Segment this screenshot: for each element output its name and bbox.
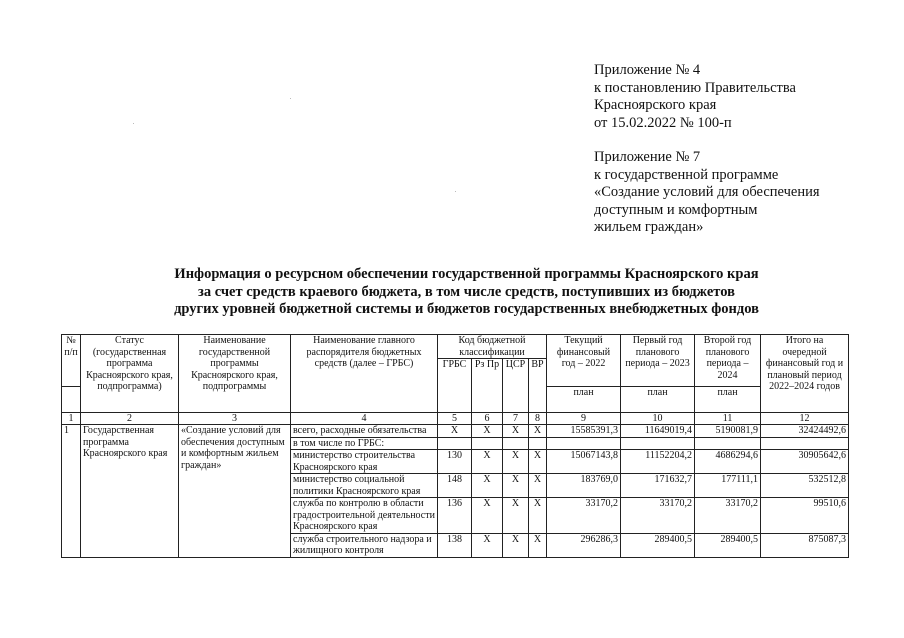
row-value-2023: 11649019,4 <box>621 425 695 438</box>
column-number-row <box>62 413 849 425</box>
row-value-2024: 4686294,6 <box>695 450 761 474</box>
row-value-total: 32424492,6 <box>761 425 849 438</box>
row-value-total: 30905642,6 <box>761 450 849 474</box>
row-value-2022: 15067143,8 <box>547 450 621 474</box>
row-rzpr: Х <box>472 450 503 474</box>
row-grbs-code: 138 <box>438 533 472 557</box>
row-grbs-code: 136 <box>438 498 472 534</box>
header-row <box>62 335 849 359</box>
row-value-2024: 33170,2 <box>695 498 761 534</box>
header-num-blank <box>62 387 81 413</box>
appendix-7-program-line1: «Создание условий для обеспечения <box>594 184 820 200</box>
col-number: 2 <box>81 413 179 425</box>
row-value-2024: 5190081,9 <box>695 425 761 438</box>
row-value-2023: 11152204,2 <box>621 450 695 474</box>
header-plan-2023: план <box>621 387 695 413</box>
row-rzpr: Х <box>472 498 503 534</box>
col-number: 11 <box>695 413 761 425</box>
header-grbs: ГРБС <box>438 359 472 413</box>
scan-speck <box>455 191 456 192</box>
row-csr: Х <box>503 425 529 438</box>
row-rzpr: Х <box>472 425 503 438</box>
col-number: 12 <box>761 413 849 425</box>
row-grbs-code: Х <box>438 425 472 438</box>
header-status: Статус (государственная программа Красноярского края, подпрограмма) <box>81 335 179 413</box>
header-code-group: Код бюджетной классификации <box>438 335 547 359</box>
header-grbs-name: Наименование главного распорядителя бюджетных средств (далее – ГРБС) <box>291 335 438 413</box>
row-value-2023: 171632,7 <box>621 474 695 498</box>
row-value-total: 99510,6 <box>761 498 849 534</box>
document-heading <box>0 266 904 319</box>
col-number: 10 <box>621 413 695 425</box>
appendix-7-title: Приложение № 7 <box>594 149 701 165</box>
resource-table <box>61 334 849 558</box>
col-number: 4 <box>291 413 438 425</box>
row-vr: Х <box>529 425 547 438</box>
row-csr: Х <box>503 450 529 474</box>
row-grbs-name: министерство социальной политики Красноярского края <box>291 474 438 498</box>
row-grbs-name: служба строительного надзора и жилищного контроля <box>291 533 438 557</box>
header-year-2022: Текущий финансовый год – 2022 <box>547 335 621 387</box>
row-grbs-name: министерство строительства Красноярского края <box>291 450 438 474</box>
row-value-2023: 289400,5 <box>621 533 695 557</box>
heading-line-2: за счет средств краевого бюджета, в том числе средств, поступивших из бюджетов <box>198 283 735 300</box>
col-number: 5 <box>438 413 472 425</box>
col-number: 7 <box>503 413 529 425</box>
row-value-total: 532512,8 <box>761 474 849 498</box>
heading-line-1: Информация о ресурсном обеспечении государственной программы Красноярского края <box>174 266 759 282</box>
row-value-total: 875087,3 <box>761 533 849 557</box>
row-value-2022: 183769,0 <box>547 474 621 498</box>
row-value-2022: 33170,2 <box>547 498 621 534</box>
heading-line-3: других уровней бюджетной системы и бюджетов государственных внебюджетных фондов <box>174 301 759 317</box>
row-grbs-code: 130 <box>438 450 472 474</box>
row-grbs-name: служба по контролю в области градостроительной деятельности Красноярского края <box>291 498 438 534</box>
row-value-2023: 33170,2 <box>621 498 695 534</box>
row-rzpr: Х <box>472 474 503 498</box>
row-number: 1 <box>62 425 81 558</box>
header-num: № п/п <box>62 335 81 387</box>
header-plan-2024: план <box>695 387 761 413</box>
header-rzpr: Рз Пр <box>472 359 503 413</box>
header-vr: ВР <box>529 359 547 413</box>
row-value-2022: 15585391,3 <box>547 425 621 438</box>
row-status: Государственная программа Красноярского края <box>81 425 179 558</box>
appendix-4-ref: к постановлению Правительства <box>594 79 796 96</box>
header-program: Наименование государственной программы Красноярского края, подпрограммы <box>179 335 291 413</box>
row-value-2024: 289400,5 <box>695 533 761 557</box>
row-value-2024: 177111,1 <box>695 474 761 498</box>
row-vr: Х <box>529 533 547 557</box>
row-grbs-name: в том числе по ГРБС: <box>291 437 438 450</box>
col-number: 3 <box>179 413 291 425</box>
header-year-2024: Второй год планового периода – 2024 <box>695 335 761 387</box>
row-rzpr: Х <box>472 533 503 557</box>
appendix-7-ref: к государственной программе <box>594 166 779 183</box>
appendix-7-program-line2: доступным и комфортным <box>594 201 758 218</box>
appendix-4-date: от 15.02.2022 № 100-п <box>594 114 732 131</box>
row-program-name: «Создание условий для обеспечения доступным и комфортным жильем граждан» <box>179 425 291 558</box>
row-csr: Х <box>503 533 529 557</box>
header-year-2023: Первый год планового периода – 2023 <box>621 335 695 387</box>
col-number: 9 <box>547 413 621 425</box>
col-number: 1 <box>62 413 81 425</box>
appendix-4-region: Красноярского края <box>594 97 717 113</box>
appendix-4-block <box>594 62 894 132</box>
col-number: 8 <box>529 413 547 425</box>
row-value-2022: 296286,3 <box>547 533 621 557</box>
row-vr: Х <box>529 450 547 474</box>
row-csr: Х <box>503 498 529 534</box>
row-csr: Х <box>503 474 529 498</box>
appendix-4-title: Приложение № 4 <box>594 62 701 78</box>
row-grbs-name: всего, расходные обязательства <box>291 425 438 438</box>
appendix-7-program-line3: жильем граждан» <box>594 219 704 235</box>
scan-speck <box>133 123 134 124</box>
row-vr: Х <box>529 474 547 498</box>
table-row-total <box>62 425 849 438</box>
header-csr: ЦСР <box>503 359 529 413</box>
row-vr: Х <box>529 498 547 534</box>
header-plan-2022: план <box>547 387 621 413</box>
col-number: 6 <box>472 413 503 425</box>
appendix-7-block <box>594 149 894 237</box>
row-grbs-code: 148 <box>438 474 472 498</box>
header-total: Итого на очередной финансовый год и плановый период 2022–2024 годов <box>761 335 849 413</box>
scan-speck <box>290 98 291 99</box>
